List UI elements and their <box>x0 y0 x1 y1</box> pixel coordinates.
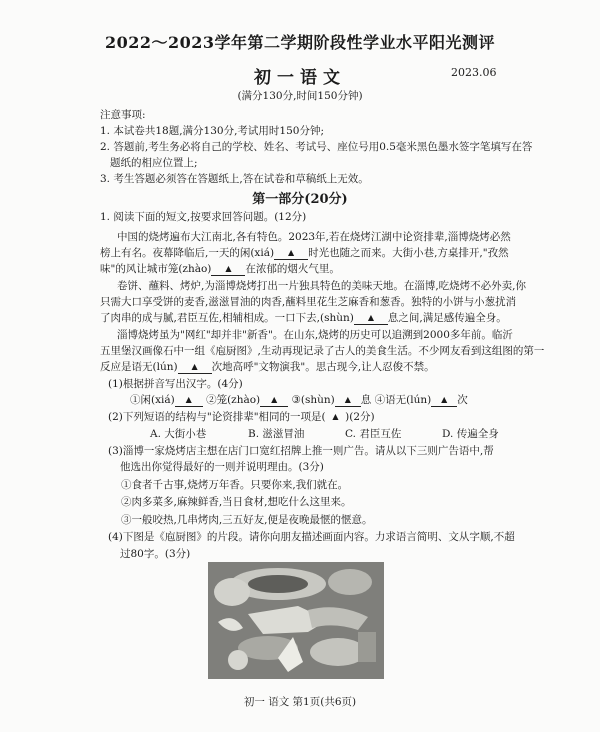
passage-line-4: 卷饼、蘸料、烤炉,为淄博烧烤打出一片独具特色的美味天地。在淄博,吃烧烤不必外卖,你 <box>117 280 527 292</box>
answer-blank-3[interactable]: ▲ <box>335 394 361 407</box>
blank-zhao[interactable]: ▲ <box>211 263 245 276</box>
subject-title: 初一语文 <box>254 68 346 88</box>
note-item-1: 1. 本试卷共18题,满分130分,考试用时150分钟; <box>100 125 325 137</box>
sub2-option-b[interactable]: B. 滋滋冒油 <box>248 428 305 440</box>
ad-option-3: ③一般咬热,几串烤肉,三五好友,便是夜晚最惬的惬意。 <box>121 514 373 526</box>
notes-heading: 注意事项: <box>100 109 146 121</box>
answer-blank-2[interactable]: ▲ <box>260 394 288 407</box>
sub4-prompt-1: (4)下图是《庖厨图》的片段。请你向朋友描述画面内容。力求语言简明、文从字顺,不超 <box>108 531 515 543</box>
sub1-answers: ①闲(xiá) ▲ ②笼(zhào) ▲ ③(shùn) ▲ 息 ④语无(lún) ▲ 次 <box>130 394 468 406</box>
ad-option-2: ②肉多菜多,麻辣鲜香,当日食材,想吃什么这里来。 <box>121 496 352 508</box>
passage-line-8: 五里堡汉画像石中一组《庖厨图》,生动再现记录了古人的美食生活。不少网友看到这组图的第一 <box>100 345 545 357</box>
blank-xia[interactable]: ▲ <box>274 247 308 260</box>
sub2-option-c[interactable]: C. 君臣互佐 <box>345 428 402 440</box>
passage-line-7: 淄博烧烤虽为"网红"却并非"新香"。在山东,烧烤的历史可以追溯到2000多年前。临沂 <box>117 329 513 341</box>
note-item-2: 2. 答题前,考生务必将自己的学校、姓名、考试号、座位号用0.5毫米黑色墨水签字笔填写在答 <box>100 141 533 153</box>
note-item-3-text: 3. 考生答题必须答在答题纸上,答在试卷和草稿纸上无效。 <box>100 173 369 185</box>
answer-blank-4[interactable]: ▲ <box>431 394 457 407</box>
sub3-prompt-1: (3)淄博一家烧烤店主想在店门口宽红招牌上推一则广告。请从以下三则广告语中,帮 <box>108 445 494 457</box>
passage-line-6: 了肉串的成与腻,君臣互佐,相辅相成。一口下去,(shùn) ▲ 息之间,满足感传遍全身。 <box>100 312 507 324</box>
sub2-option-d[interactable]: D. 传遍全身 <box>442 428 499 440</box>
note-item-2-cont: 题纸的相应位置上; <box>110 157 198 169</box>
answer-blank-1[interactable]: ▲ <box>175 394 203 407</box>
relief-image-graphic <box>208 562 384 679</box>
passage-line-5: 只需大口享受饼的麦香,滋滋冒油的肉香,蘸料里花生芝麻香和葱香。独特的小饼与小葱扰消 <box>100 296 517 308</box>
paochu-tu-stone-relief-image <box>208 562 384 679</box>
question-1-intro: 1. 阅读下面的短文,按要求回答问题。(12分) <box>100 211 307 223</box>
page-footer: 初一 语文 第1页(共6页) <box>243 696 357 708</box>
passage-line-3: 味"的风让城市笼(zhào) ▲ 在浓郁的烟火气里。 <box>100 263 340 275</box>
passage-line-2: 榜上有名。夜幕降临后,一天的闲(xiá) ▲ 时光也随之而来。大街小巷,方桌排开,"孜然 <box>100 247 509 259</box>
section-heading: 第一部分(20分) <box>252 192 348 207</box>
choice-blank[interactable]: ▲ <box>332 412 339 421</box>
sub1-prompt: (1)根据拼音写出汉字。(4分) <box>108 378 243 390</box>
score-time-line: (满分130分,时间150分钟) <box>237 90 363 102</box>
ad-option-1: ①食者千古事,烧烤万年香。只要你来,我们就在。 <box>121 479 349 491</box>
blank-lun[interactable]: ▲ <box>178 361 212 374</box>
blank-shun[interactable]: ▲ <box>354 312 388 325</box>
sub3-prompt-2: 他选出你觉得最好的一则并说明理由。(3分) <box>120 461 324 473</box>
sub4-prompt-2: 过80字。(3分) <box>120 548 191 560</box>
passage-line-9: 反应是语无(lún) ▲ 次地高呼"文物演我"。思古现今,让人忍俊不禁。 <box>100 361 435 373</box>
exam-title: 2022～2023学年第二学期阶段性学业水平阳光测评 <box>104 33 496 52</box>
passage-line-1: 中国的烧烤遍布大江南北,各有特色。2023年,若在烧烤江湖中论资排辈,淄博烧烤必然 <box>117 231 511 243</box>
sub2-prompt: (2)下列短语的结构与"论资排辈"相同的一项是( ▲ )(2分) <box>108 411 375 423</box>
exam-date: 2023.06 <box>451 66 497 79</box>
sub2-option-a[interactable]: A. 大街小巷 <box>150 428 207 440</box>
